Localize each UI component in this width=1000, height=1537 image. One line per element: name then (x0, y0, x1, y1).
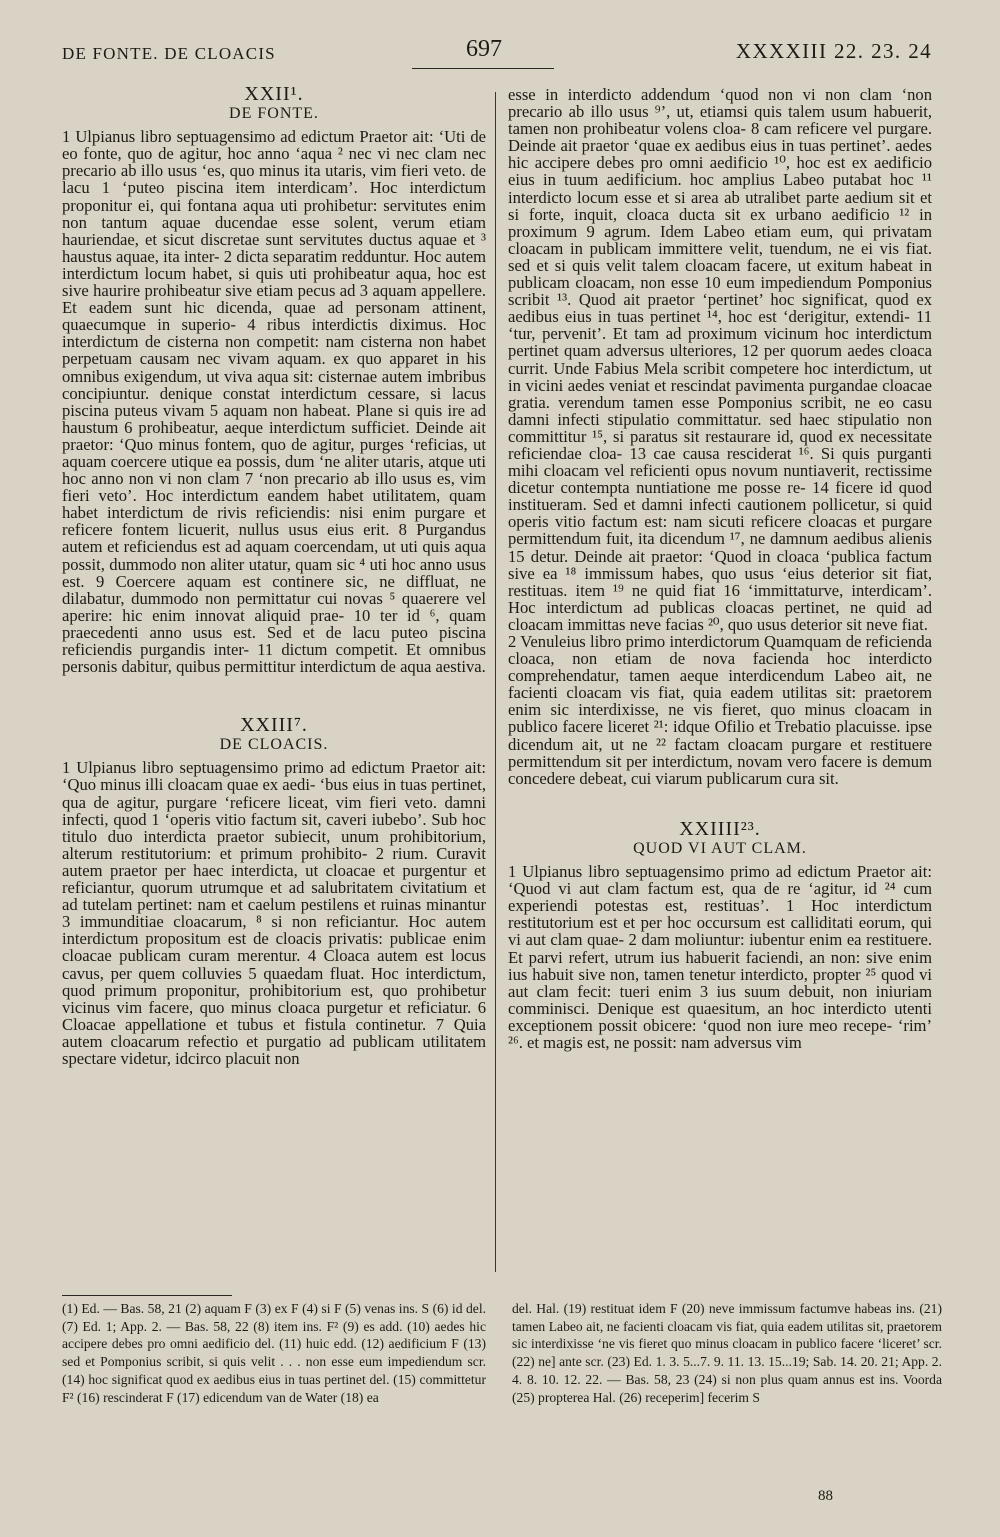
running-head-left: DE FONTE. DE CLOACIS (62, 44, 276, 63)
footnotes-left-text: (1) Ed. — Bas. 58, 21 (2) aquam F (3) ex F (4) si F (5) venas ins. S (6) id del. (7) Ed. 1; App. 2. — Bas. 58, 22 (8) item ins. F² (9) es add. (10) aedes hic accipere debes pro omni aedificio del. (11) huic edd. (12) aedificium F (13) sed et Pomponius scribit, si quis velit . . . non esse eum impediendum scr. (14) hoc significat quod ex aedibus eius in tuas pertinet del. (15) committetur F² (16) rescinderat F (17) edicendum van de Water (18) ea (62, 1301, 486, 1405)
left-column (62, 83, 486, 1068)
footnotes-left (62, 1300, 486, 1406)
right-column (508, 86, 932, 1051)
title-22-text: 1 Ulpianus libro septuagensimo ad edictum Praetor ait: ‘Uti de eo fonte, quo de agitur, hoc anno ‘aqua ² nec vi nec clam nec precario ab illo usus ‘es, quo minus ita utaris, vim fieri veto. de lacu 1 ‘puteo piscina item interdicam’. Hoc interdictum proponitur ei, qui fontana aqua uti prohibetur: servitutes enim non tantum aquae ducendae esse solent, verum etiam hauriendae, et sicut discretae sunt servitutes ductus aquae et ³ haustus aquae, ita inter- 2 dicta separatim redduntur. Hoc autem interdictum locum habet, si quis uti prohibeatur aqua, hoc est sive haurire prohibeatur sive etiam pecus ad 3 aquam appellere. Et eadem sunt hic dicenda, quae ad personam attinent, quaecumque in superio- 4 ribus interdictis diximus. Hoc interdictum de cisterna non competit: nam cisterna non habet perpetuam causam nec vivam aquam. ex quo apparet in his omnibus exigendum, ut viva aqua sit: cisternae autem imbribus concipiuntur. denique constat interdictum cessare, si lacus piscina puteus vivam 5 aquam non habeat. Plane si quis ire ad haustum 6 prohibeatur, aeque interdictum sufficiet. Deinde ait praetor: ‘Quo minus fontem, quo de agitur, purges ‘reficias, ut aquam coercere utique ea possis, dum ‘ne aliter utaris, atque uti hoc anno non vi non clam 7 ‘non precario ab illo usus es, vim fieri veto’. Hoc interdictum eandem habet utilitatem, quam habet interdictum de rivis reficiendis: nisi enim purgare et reficere fontem licuerit, nullus usus eius erit. 8 Purgandus autem et reficiendus est ad aquam coercendam, ut uti quis aqua possit, dummodo non aliter utatur, quam sic ⁴ uti hoc anno usus est. 9 Coercere aquam est continere sic, ne diffluat, ne dilabatur, dummodo non permittatur cui novas ⁵ quaerere vel aperire: hic enim innovat aliquid prae- 10 ter id ⁶, quam praecedenti anno usus est. Sed et de lacu puteo piscina reficiendis purgandis inter- 11 dictum competit. Et omnibus personis dabitur, quibus permittitur interdictum de aqua aestiva. (62, 127, 486, 677)
footnotes-right (512, 1300, 942, 1406)
header-rule (412, 68, 554, 69)
running-head-right: XXXXIII 22. 23. 24 (735, 39, 932, 63)
title-23-number: XXIII⁷. (240, 714, 308, 737)
title-23-text: 1 Ulpianus libro septuagensimo primo ad edictum Praetor ait: ‘Quo minus illi cloacam quae ex aedi- ‘bus eius in tuas pertinet, qua de agitur, purgare ‘reficere liceat, vim fieri veto. damni infecti, quod 1 ‘operis vitio factum sit, caveri iubebo’. Sub hoc titulo duo interdicta praetor subiecit, unum prohibitorium, alterum restitutorium: et primum prohibito- 2 rium. Curavit autem praetor per haec interdicta, ut cloacae et purgentur et reficiantur, quorum utrumque et ad salubritatem civitatium et ad tutelam pertinet: nam et caelum pestilens et ruinas minantur 3 immunditiae cloacarum, ⁸ si non reficiantur. Hoc autem interdictum propositum est de cloacis privatis: publicae enim cloacae publicam curam merentur. 4 Cloaca autem est locus cavus, per quem colluvies 5 quaedam fluat. Hoc interdictum, quod primum proponitur, prohibitorium est, quo prohibetur vicinus vim facere, quo minus cloaca purgetur et reficiatur. 6 Cloacae appellatione et tubus et fistula continetur. 7 Quia autem cloacarum refectio et purgatio ad publicam utilitatem spectare videtur, idcirco placuit non (62, 758, 486, 1068)
title-22-name: DE FONTE. (229, 105, 319, 123)
title-23-paragraph-2: 2 Venuleius libro primo interdictorum Quamquam de reficienda cloaca, non etiam de nova facienda hoc interdicto comprehendatur, tamen aeque interdicendum Labeo ait, ne facienti cloacam vis fiat, quia eadem utilitas sit: praetorem enim sic interdixisse, ne vis fieret, quo minus cloacam in publico facere liceret ²¹: idque Ofilio et Trebatio placuisse. ipse dicendum ait, ut ne ²² factam cloacam purgare et restituere permittendum sit per interdictum, novam vero facere is demum concedere debeat, cui viarum publicarum cura sit. (508, 632, 932, 788)
title-22-number: XXII¹. (244, 83, 304, 105)
page-number: 697 (466, 36, 502, 62)
footnotes-right-text: del. Hal. (19) restituat idem F (20) neve immissum factumve habeas ins. (21) tamen Labeo ait, ne facienti cloacam vis fiat, quia eadem utilitas sit, praetorem sic interdixisse ‘ne vis fieret quo minus cloacam in publico facere ‘liceret’ scr. (22) ne] ante scr. (23) Ed. 1. 3. 5...7. 9. 11. 13. 15...19; Sab. 14. 20. 21; App. 2. 4. 8. 10. 12. 22. — Bas. 58, 23 (24) si non plus quam annus est ins. Voorda (25) propterea Hal. (26) receperim] fecerim S (512, 1301, 942, 1405)
title-24-text: 1 Ulpianus libro septuagensimo primo ad edictum Praetor ait: ‘Quod vi aut clam factum est, qua de re ‘agitur, id ²⁴ cum experiendi potestas est, restituas’. 1 Hoc interdictum restitutorium est et per hoc occursum est calliditati eorum, qui vi aut clam quae- 2 dam moliuntur: iubentur enim ea restituere. Et parvi refert, utrum ius habuerit faciendi, an non: sive enim ius habuit sive non, tamen tenetur interdicto, propter ²⁵ quod vi aut clam fecit: tueri enim 3 ius suum debuit, non iniuriam comminisci. Denique est quaesitum, an hoc interdicto utenti exceptionem possit obicere: ‘quod non iure meo recepe- ‘rim’ ²⁶. et magis est, ne possit: nam adversus vim (508, 862, 932, 1052)
running-head (62, 36, 932, 68)
title-23-continuation: esse in interdicto addendum ‘quod non vi non clam ‘non precario ab illo usus ⁹’, ut, etiamsi quis talem usum habuerit, tamen non prohibeatur volens cloa- 8 cam reficere vel purgare. Deinde ait praetor ‘quae ex aedibus eius in tuas pertinet’. aedes hic accipere debes pro omni aedificio ¹⁰, hoc est ex aedificio eius in tuum aedificium. hoc amplius Labeo putabat hoc ¹¹ interdicto locum esse et si area ab utralibet parte aedium sit et si forte, inquit, cloaca ducta sit ex urbano aedificio ¹² in proximum 9 agrum. Idem Labeo etiam eum, qui privatam cloacam in publicam immittere velit, tuendum, ne ei vis fiat. sed et si quis velit talem cloacam facere, ut exitum habeat in publicam cloacam, non esse 10 eum impediendum Pomponius scribit ¹³. Quod ait praetor ‘pertinet’ hoc significat, quod ex aedibus eius in tuas pertinet ¹⁴, hoc est ‘derigitur, extendi- 11 ‘tur, pervenit’. Et tam ad proximum vicinum hoc interdictum pertinet quam adversus ulteriores, 12 per quorum aedes cloaca currit. Unde Fabius Mela scribit competere hoc interdictum, ut in vicini aedes veniat et rescindat pavimenta purgandae cloacae gratia. verendum tamen esse Pomponius scribit, ne eo casu damni infecti stipulatio committatur. sed haec stipulatio non committitur ¹⁵, si paratus sit restaurare id, quod ex necessitate reficiendae cloa- 13 cae causa resciderat ¹⁶. Si quis purganti mihi cloacam vel reficienti opus novum nuntiaverit, rectissime dicetur contempta nuntiatione me posse re- 14 ficere id quod institueram. Sed et damni infecti cautionem pollicetur, si quid operis vitio factum est: nam sicuti reficere cloacas et purgare permittendum fuit, ita dicendum ¹⁷, ne damnum aedibus alienis 15 detur. Deinde ait praetor: ‘Quod in cloaca ‘publica factum sive ea ¹⁸ immissum habes, quo usus ‘eius deterior sit fiat, restituas. item ¹⁹ ne quid fiat 16 ‘immittaturve, interdicam’. Hoc interdictum ad publicas cloacas pertinet, ne quid ad cloacam immittas neve facias ²⁰, quo usus deterior sit neve fiat. (508, 85, 932, 634)
title-24-number: XXIIII²³. (679, 817, 761, 840)
printer-signature: 88 (818, 1488, 833, 1504)
column-divider (495, 92, 496, 1272)
footnote-rule (62, 1295, 232, 1296)
title-23-name: DE CLOACIS. (219, 736, 329, 754)
title-24-name: QUOD VI AUT CLAM. (633, 839, 807, 857)
